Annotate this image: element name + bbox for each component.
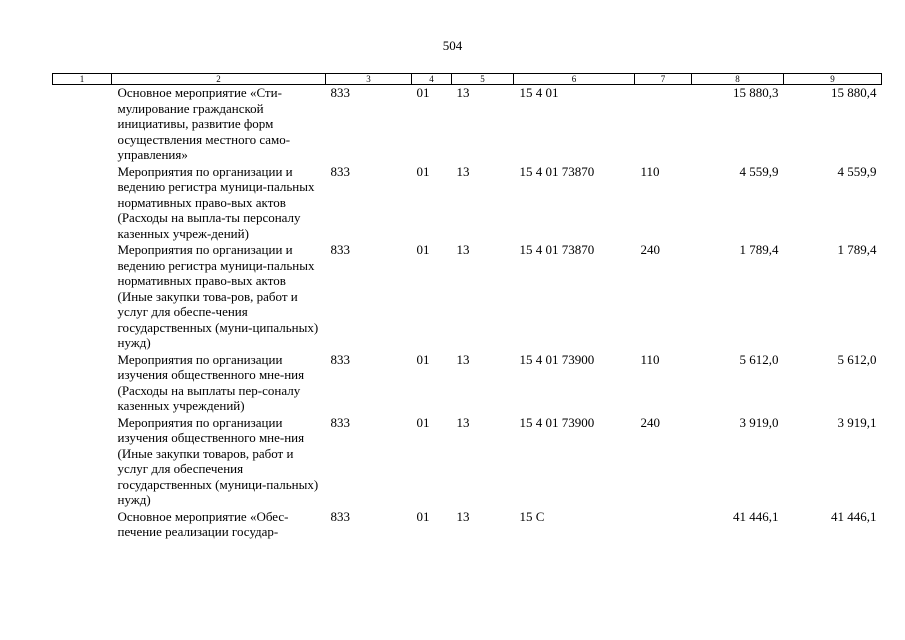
amount-1-cell: 41 446,1: [733, 508, 779, 524]
code-cell: 833: [330, 85, 350, 100]
section-cell: 01: [416, 351, 430, 367]
section-cell: 01: [416, 85, 430, 100]
column-header-1: 1: [53, 74, 112, 85]
expense-type-cell: 240: [640, 242, 660, 257]
column-header-7: 7: [635, 74, 692, 85]
expense-type-cell: [635, 509, 692, 541]
row-index-cell: [53, 509, 112, 541]
target-cell: 15 4 01 73900: [519, 414, 595, 430]
code-cell: 833: [330, 242, 350, 257]
amount-1-cell: 3 919,0: [739, 414, 779, 430]
target-cell: 15 4 01 73870: [519, 163, 595, 179]
expense-type-cell: 240: [640, 414, 660, 430]
section-cell: 01: [416, 414, 430, 430]
description-cell: Мероприятия по организации изучения общественного мне-ния (Расходы на выплаты пер-соналу казенных учреждений): [117, 351, 305, 413]
row-index-cell: [53, 164, 112, 243]
amount-1-cell: 4 559,9: [739, 163, 779, 179]
table-row: [53, 415, 882, 509]
subsection-cell: 13: [456, 85, 470, 100]
table-row: [53, 352, 882, 415]
amount-1-cell: 1 789,4: [739, 242, 779, 257]
code-cell: 833: [330, 414, 350, 430]
description-cell: Основное мероприятие «Сти-мулирование гражданской инициативы, развитие форм осуществления местного само-управления»: [117, 85, 291, 162]
amount-2-cell: 1 789,4: [837, 242, 877, 257]
expense-type-cell: [635, 85, 692, 164]
amount-2-cell: 5 612,0: [837, 351, 877, 367]
budget-table: [52, 73, 882, 541]
amount-2-cell: 4 559,9: [837, 163, 877, 179]
column-header-9: 9: [784, 74, 882, 85]
column-number-header: [53, 74, 882, 85]
section-cell: 01: [416, 508, 430, 524]
subsection-cell: 13: [456, 508, 470, 524]
amount-1-cell: 15 880,3: [733, 85, 779, 100]
table-row: [53, 509, 882, 541]
column-header-2: 2: [112, 74, 326, 85]
table-row: [53, 164, 882, 243]
code-cell: 833: [330, 351, 350, 367]
code-cell: 833: [330, 508, 350, 524]
amount-1-cell: 5 612,0: [739, 351, 779, 367]
code-cell: 833: [330, 163, 350, 179]
subsection-cell: 13: [456, 351, 470, 367]
description-cell: Мероприятия по организации и ведению регистра муници-пальных нормативных право-вых актов (Иные закупки това-ров, работ и услуг для обеспе-чения государственных (муни-ципальных) нужд): [117, 242, 319, 350]
amount-2-cell: 3 919,1: [837, 414, 877, 430]
description-cell: Мероприятия по организации и ведению регистра муници-пальных нормативных право-вых актов (Расходы на выпла-ты персоналу казенных учреж-дений): [117, 163, 315, 241]
row-index-cell: [53, 352, 112, 415]
section-cell: 01: [416, 163, 430, 179]
column-header-6: 6: [514, 74, 635, 85]
section-cell: 01: [416, 242, 430, 257]
table-row: [53, 85, 882, 164]
description-cell: Основное мероприятие «Обес-печение реализации государ-: [117, 508, 289, 539]
row-index-cell: [53, 242, 112, 352]
table-row: [53, 242, 882, 352]
description-cell: Мероприятия по организации изучения общественного мне-ния (Иные закупки товаров, работ и услуг для обеспечения государственных (муници-пальных) нужд): [117, 414, 319, 507]
column-header-3: 3: [326, 74, 412, 85]
subsection-cell: 13: [456, 414, 470, 430]
row-index-cell: [53, 85, 112, 164]
subsection-cell: 13: [456, 163, 470, 179]
target-cell: 15 4 01 73870: [519, 242, 595, 257]
expense-type-cell: 110: [640, 351, 660, 367]
target-cell: 15 С: [519, 508, 545, 524]
column-header-4: 4: [412, 74, 452, 85]
amount-2-cell: 41 446,1: [831, 508, 877, 524]
row-index-cell: [53, 415, 112, 509]
column-header-5: 5: [452, 74, 514, 85]
column-header-8: 8: [692, 74, 784, 85]
amount-2-cell: 15 880,4: [831, 85, 877, 100]
target-cell: 15 4 01: [519, 85, 559, 100]
subsection-cell: 13: [456, 242, 470, 257]
expense-type-cell: 110: [640, 163, 660, 179]
page-number: 504: [442, 38, 463, 53]
target-cell: 15 4 01 73900: [519, 351, 595, 367]
